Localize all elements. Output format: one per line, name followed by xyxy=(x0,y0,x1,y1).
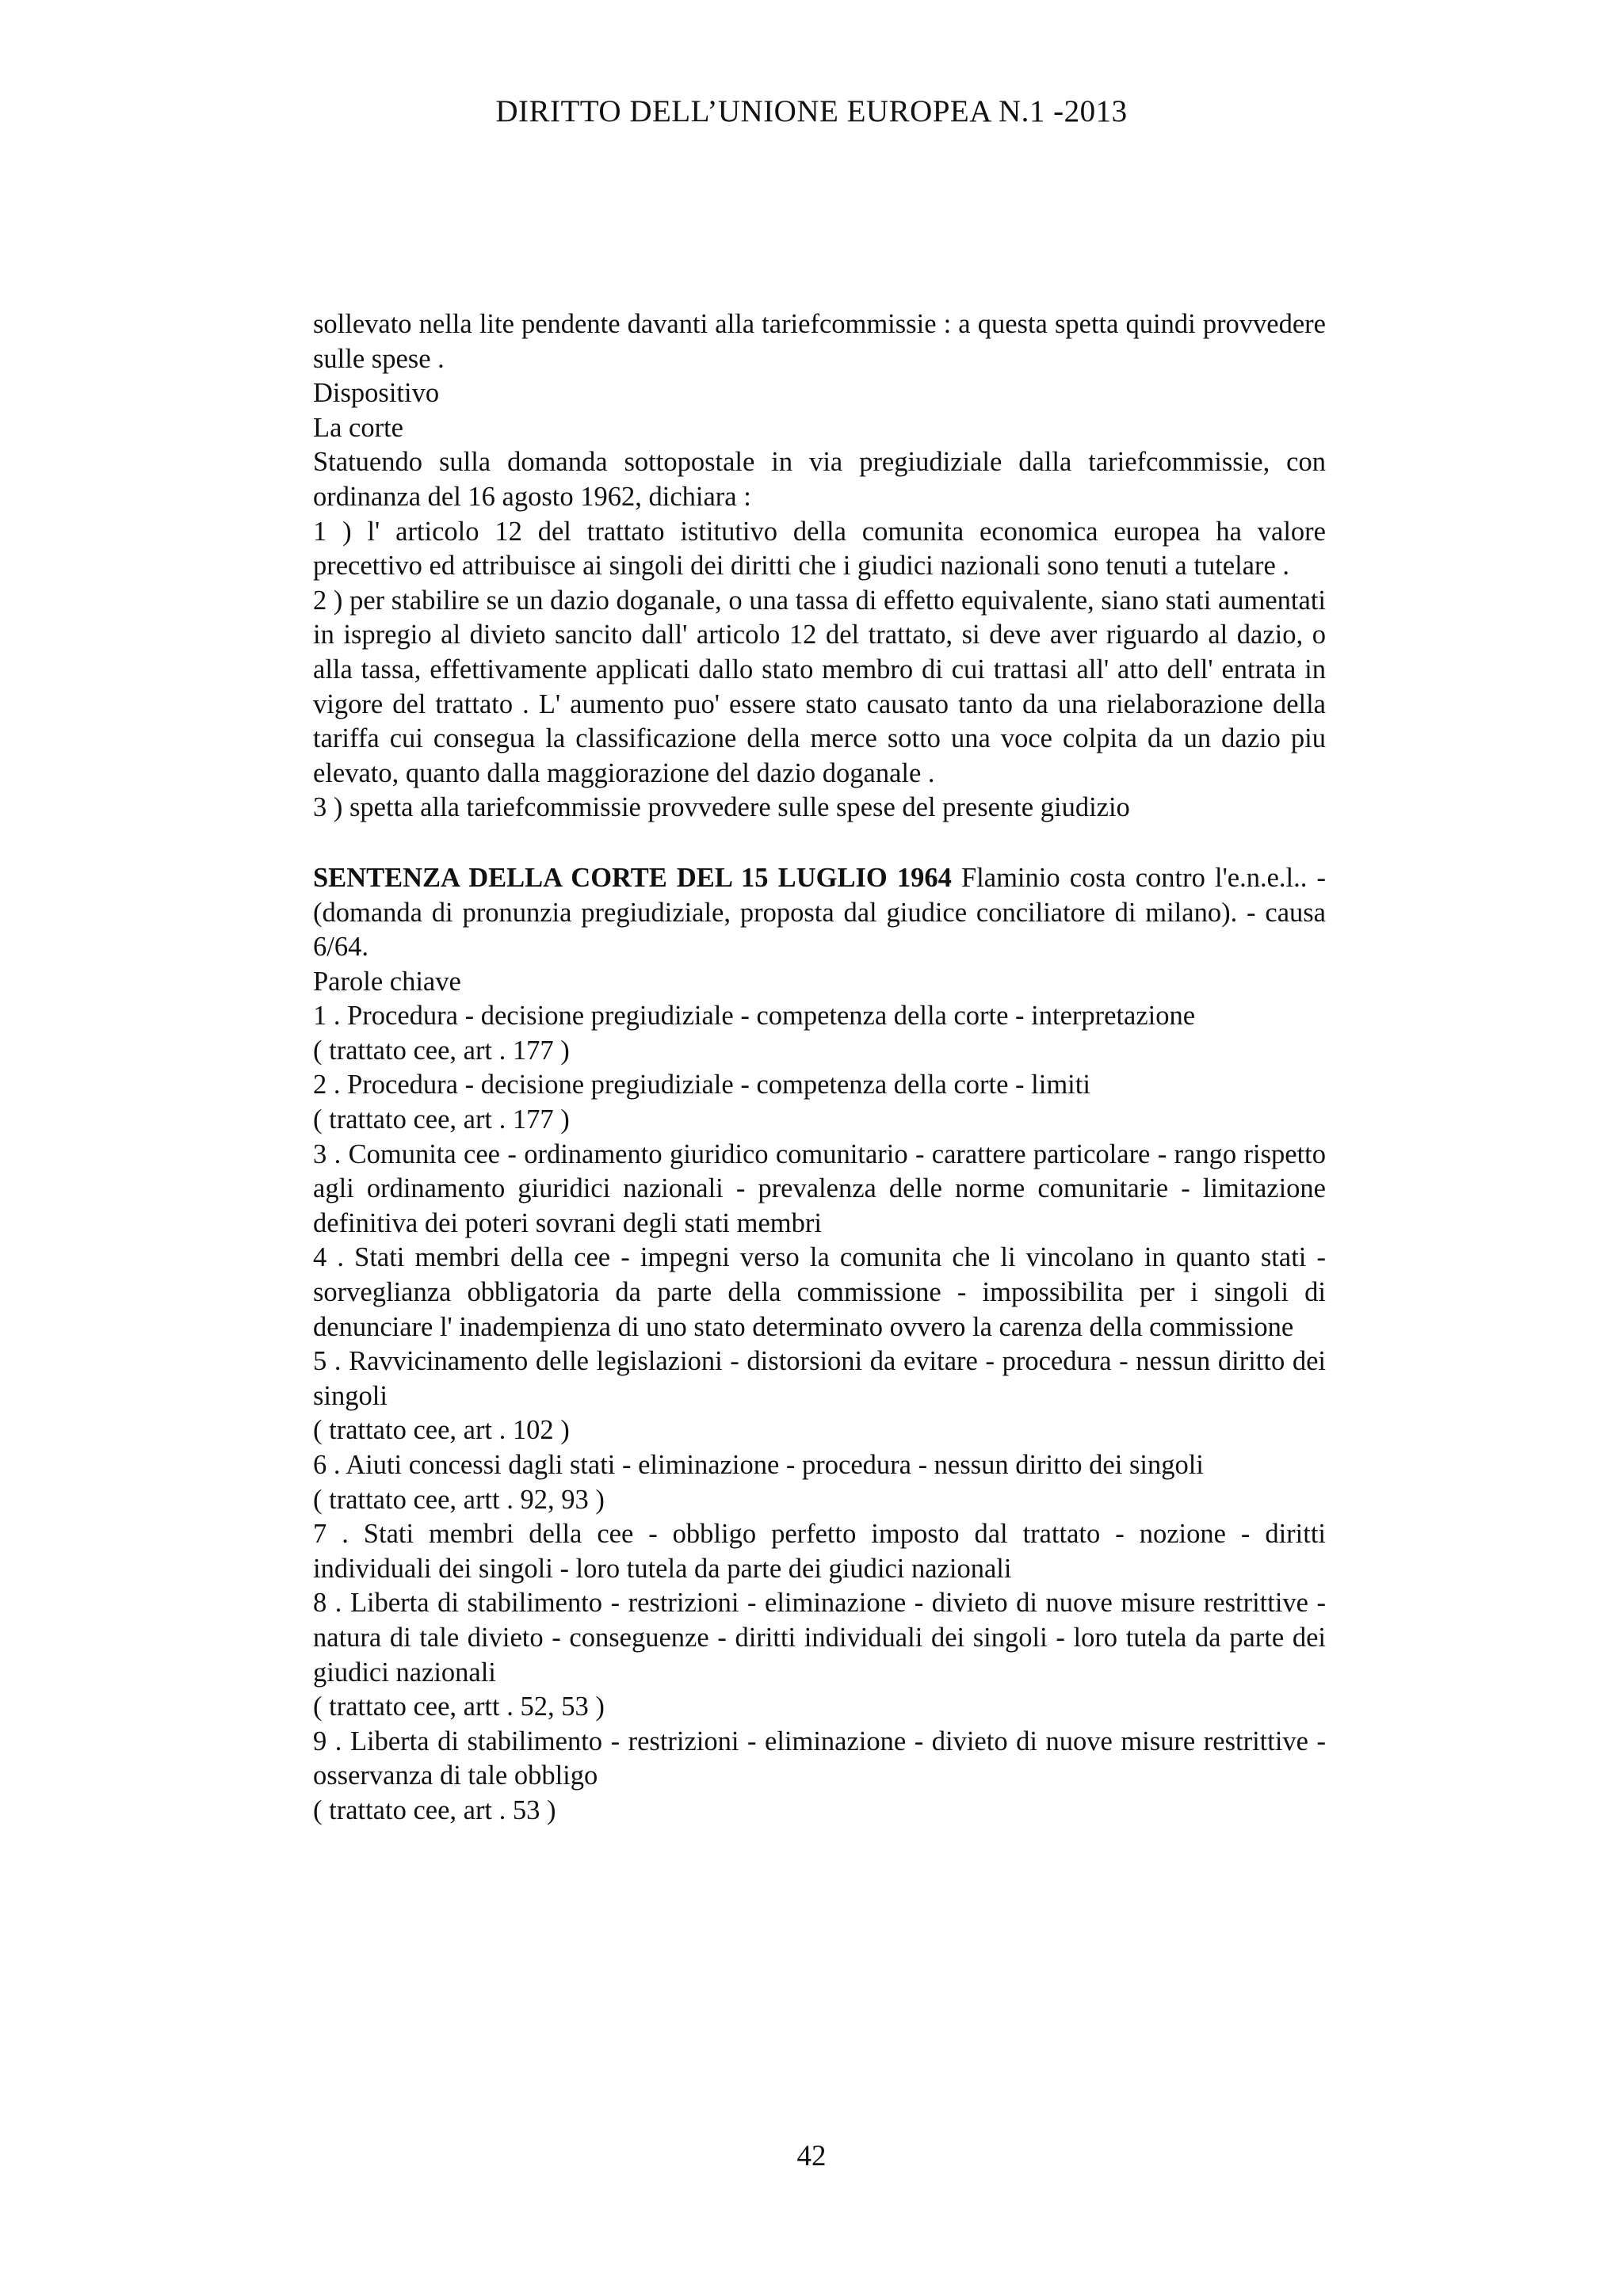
ruling-point-3: 3 ) spetta alla tariefcommissie provvedere sulle spese del presente giudizio xyxy=(313,792,1130,823)
judgment-parties: Flaminio costa contro l'e.n.e.l.. - (domanda di pronunzia pregiudiziale, proposta dal giudice conciliatore di milano). - causa 6/64. xyxy=(313,862,1326,963)
keyword-ref-5: ( trattato cee, art . 102 ) xyxy=(313,1415,570,1446)
keyword-ref-6: ( trattato cee, artt . 92, 93 ) xyxy=(313,1484,605,1515)
keyword-item-6: 6 . Aiuti concessi dagli stati - eliminazione - procedura - nessun diritto dei singoli xyxy=(313,1450,1204,1480)
judgment-title: SENTENZA DELLA CORTE DEL 15 LUGLIO 1964 xyxy=(313,862,952,893)
keyword-item-9: 9 . Liberta di stabilimento - restrizioni - eliminazione - divieto di nuove misure restrittive - osservanza di tale obbligo xyxy=(313,1726,1326,1791)
keyword-ref-1: ( trattato cee, art . 177 ) xyxy=(313,1035,570,1066)
running-head xyxy=(0,93,1623,129)
paragraph-spese: sollevato nella lite pendente davanti alla tariefcommissie : a questa spetta quindi provvedere sulle spese . xyxy=(313,309,1326,374)
keyword-item-7: 7 . Stati membri della cee - obbligo perfetto imposto dal trattato - nozione - diritti individuali dei singoli - loro tutela da parte dei giudici nazionali xyxy=(313,1519,1326,1584)
keyword-item-5: 5 . Ravvicinamento delle legislazioni - distorsioni da evitare - procedura - nessun diritto dei singoli xyxy=(313,1346,1326,1411)
running-head-text: DIRITTO DELL’UNIONE EUROPEA N.1 -2013 xyxy=(495,94,1128,128)
keyword-item-8: 8 . Liberta di stabilimento - restrizioni - eliminazione - divieto di nuove misure restrittive - natura di tale divieto - conseguenze - diritti individuali dei singoli - loro tutela da parte dei giudici nazionali xyxy=(313,1588,1326,1688)
keyword-ref-9: ( trattato cee, art . 53 ) xyxy=(313,1794,556,1825)
document-body xyxy=(313,307,1326,1829)
heading-parole-chiave: Parole chiave xyxy=(313,966,461,997)
keyword-ref-2: ( trattato cee, art . 177 ) xyxy=(313,1104,570,1135)
section-gap xyxy=(313,826,1326,861)
heading-dispositivo: Dispositivo xyxy=(313,378,440,409)
keyword-item-1: 1 . Procedura - decisione pregiudiziale - competenza della corte - interpretazione xyxy=(313,1001,1196,1032)
ruling-point-2: 2 ) per stabilire se un dazio doganale, o una tassa di effetto equivalente, siano stati aumentati in ispregio al divieto sancito dall' articolo 12 del trattato, si deve aver riguardo al dazio, o alla tassa, effettivamente applicati dallo stato membro di cui trattasi all' atto dell' entrata in vigore del trattato . L' aumento puo' essere stato causato tanto da una rielaborazione della tariffa cui consegua la classificazione della merce sotto una voce colpita da un dazio piu elevato, quanto dalla maggiorazione del dazio doganale . xyxy=(313,585,1326,788)
keyword-item-2: 2 . Procedura - decisione pregiudiziale - competenza della corte - limiti xyxy=(313,1070,1090,1100)
judgment-heading xyxy=(313,861,1326,965)
keyword-item-3: 3 . Comunita cee - ordinamento giuridico comunitario - carattere particolare - rango rispetto agli ordinamento giuridici nazionali - prevalenza delle norme comunitarie - limitazione definitiva dei poteri sovrani degli stati membri xyxy=(313,1138,1326,1238)
keyword-item-4: 4 . Stati membri della cee - impegni verso la comunita che li vincolano in quanto stati - sorveglianza obbligatoria da parte della commissione - impossibilita per i singoli di denunciare l' inadempienza di uno stato determinato ovvero la carenza della commissione xyxy=(313,1242,1326,1342)
ruling-point-1: 1 ) l' articolo 12 del trattato istitutivo della comunita economica europea ha valore precettivo ed attribuisce ai singoli dei diritti che i giudici nazionali sono tenuti a tutelare . xyxy=(313,516,1326,582)
keyword-ref-8: ( trattato cee, artt . 52, 53 ) xyxy=(313,1691,605,1722)
heading-la-corte: La corte xyxy=(313,412,403,443)
page-number: 42 xyxy=(796,2140,827,2172)
paragraph-statuendo: Statuendo sulla domanda sottopostale in via pregiudiziale dalla tariefcommissie, con ordinanza del 16 agosto 1962, dichiara : xyxy=(313,447,1326,512)
